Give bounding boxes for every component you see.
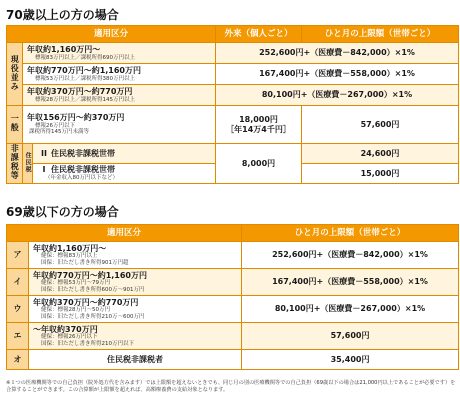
table-69-under [6, 224, 459, 370]
row-sub: 国保：旧ただし書き所得600万～901万円 [41, 286, 145, 293]
row-code: ウ [7, 296, 29, 323]
row-sub: 健保：標報28万円～50万円 [41, 307, 110, 314]
row-main: ～年収約370万円 [33, 324, 98, 334]
table-row [23, 85, 216, 106]
row-main: 住民税非課税者 [107, 354, 163, 364]
group-active: 現役並み [10, 54, 20, 91]
limit-value: 80,100円+（医療費－267,000）×1% [216, 85, 459, 106]
outpatient-value: 8,000円 [216, 144, 302, 184]
row-sub: 健保：標報83万円以上 [41, 253, 98, 260]
footnote: ※１つの医療機関等での自己負担（院外処方代を含みます）では上限額を超えないときでも、同じ月の別の医療機関等での自己負担（69歳以下の場合は21,000円以上であることが必要です）を合算することができます。この合算額が上限額を超えれば、高額療養費の支給対象となります。 [6, 380, 456, 394]
group-nontax: 非課税等 [10, 144, 20, 181]
limit-value: 167,400円+（医療費－558,000）×1% [242, 269, 459, 296]
limit-value: 24,600円 [302, 144, 459, 164]
section2-title: 69歳以下の方の場合 [6, 205, 119, 219]
table-row [29, 296, 242, 323]
roman-numeral: I [42, 165, 46, 175]
row-main: 年収約1,160万円～ [27, 44, 101, 54]
table-row [23, 106, 216, 144]
table-row [29, 269, 242, 296]
group-nontax-sub: 住民税 [24, 151, 32, 173]
table-row [33, 164, 216, 184]
header-monthly-limit: ひと月の上限額（世帯ごと） [302, 26, 459, 43]
header-monthly-limit: ひと月の上限額（世帯ごと） [242, 225, 459, 242]
row-main: 年収約770万円～約1,160万円 [27, 65, 142, 75]
row-main: 年収約1,160万円～ [33, 243, 107, 253]
limit-value: 167,400円+（医療費－558,000）×1% [216, 64, 459, 85]
group-general: 一般 [10, 114, 20, 133]
table-row [23, 43, 216, 64]
row-sub: 標報53万円以上／課税所得380万円以上 [35, 75, 135, 82]
row-main: 年収156万円～約370万円 [27, 113, 125, 123]
row-sub: 課税所得145万円未満等 [29, 129, 89, 136]
row-code: イ [7, 269, 29, 296]
row-sub: 標報26万円以下 [35, 122, 75, 129]
row-sub: 標報28万円以上／課税所得145万円以上 [35, 96, 135, 103]
row-code: オ [7, 350, 29, 370]
section1-title: 70歳以上の方の場合 [6, 8, 119, 22]
row-main: 住民税非課税世帯 [51, 148, 115, 158]
row-code: ア [7, 242, 29, 269]
table-row [29, 323, 242, 350]
row-main: 年収約370万円～約770万円 [33, 297, 139, 307]
row-sub: 健保：標報26万円以下 [41, 334, 98, 341]
row-main: 住民税非課税世帯 [51, 165, 115, 175]
row-sub: 国保：旧ただし書き所得210万円以下 [41, 340, 134, 347]
outpatient-annual: ［年14万4千円］ [226, 124, 291, 134]
limit-value: 57,600円 [302, 106, 459, 144]
table-70-over [6, 25, 459, 184]
row-sub: 国保：旧ただし書き所得901万円超 [41, 259, 129, 266]
row-sub: 健保：標報53万円～79万円 [41, 280, 110, 287]
roman-numeral: II [41, 148, 47, 158]
limit-value: 252,600円+（医療費－842,000）×1% [216, 43, 459, 64]
row-sub: （年金収入80万円以下など） [45, 175, 118, 181]
limit-value: 15,000円 [302, 164, 459, 184]
table-row [29, 350, 242, 370]
table-row [23, 64, 216, 85]
row-main: 年収約370万円～約770万円 [27, 86, 133, 96]
limit-value: 57,600円 [242, 323, 459, 350]
header-outpatient: 外来（個人ごと） [216, 26, 302, 43]
row-sub: 国保：旧ただし書き所得210万～600万円 [41, 313, 145, 320]
row-code: エ [7, 323, 29, 350]
outpatient-cell [216, 106, 302, 144]
header-category: 適用区分 [7, 26, 216, 43]
table-row [33, 144, 216, 164]
table-row [29, 242, 242, 269]
limit-value: 35,400円 [242, 350, 459, 370]
limit-value: 252,600円+（医療費－842,000）×1% [242, 242, 459, 269]
outpatient-value: 18,000円 [239, 114, 278, 124]
limit-value: 80,100円+（医療費－267,000）×1% [242, 296, 459, 323]
row-sub: 標報83万円以上／課税所得690万円以上 [35, 54, 135, 61]
row-main: 年収約770万円～約1,160万円 [33, 270, 148, 280]
header-category: 適用区分 [7, 225, 242, 242]
